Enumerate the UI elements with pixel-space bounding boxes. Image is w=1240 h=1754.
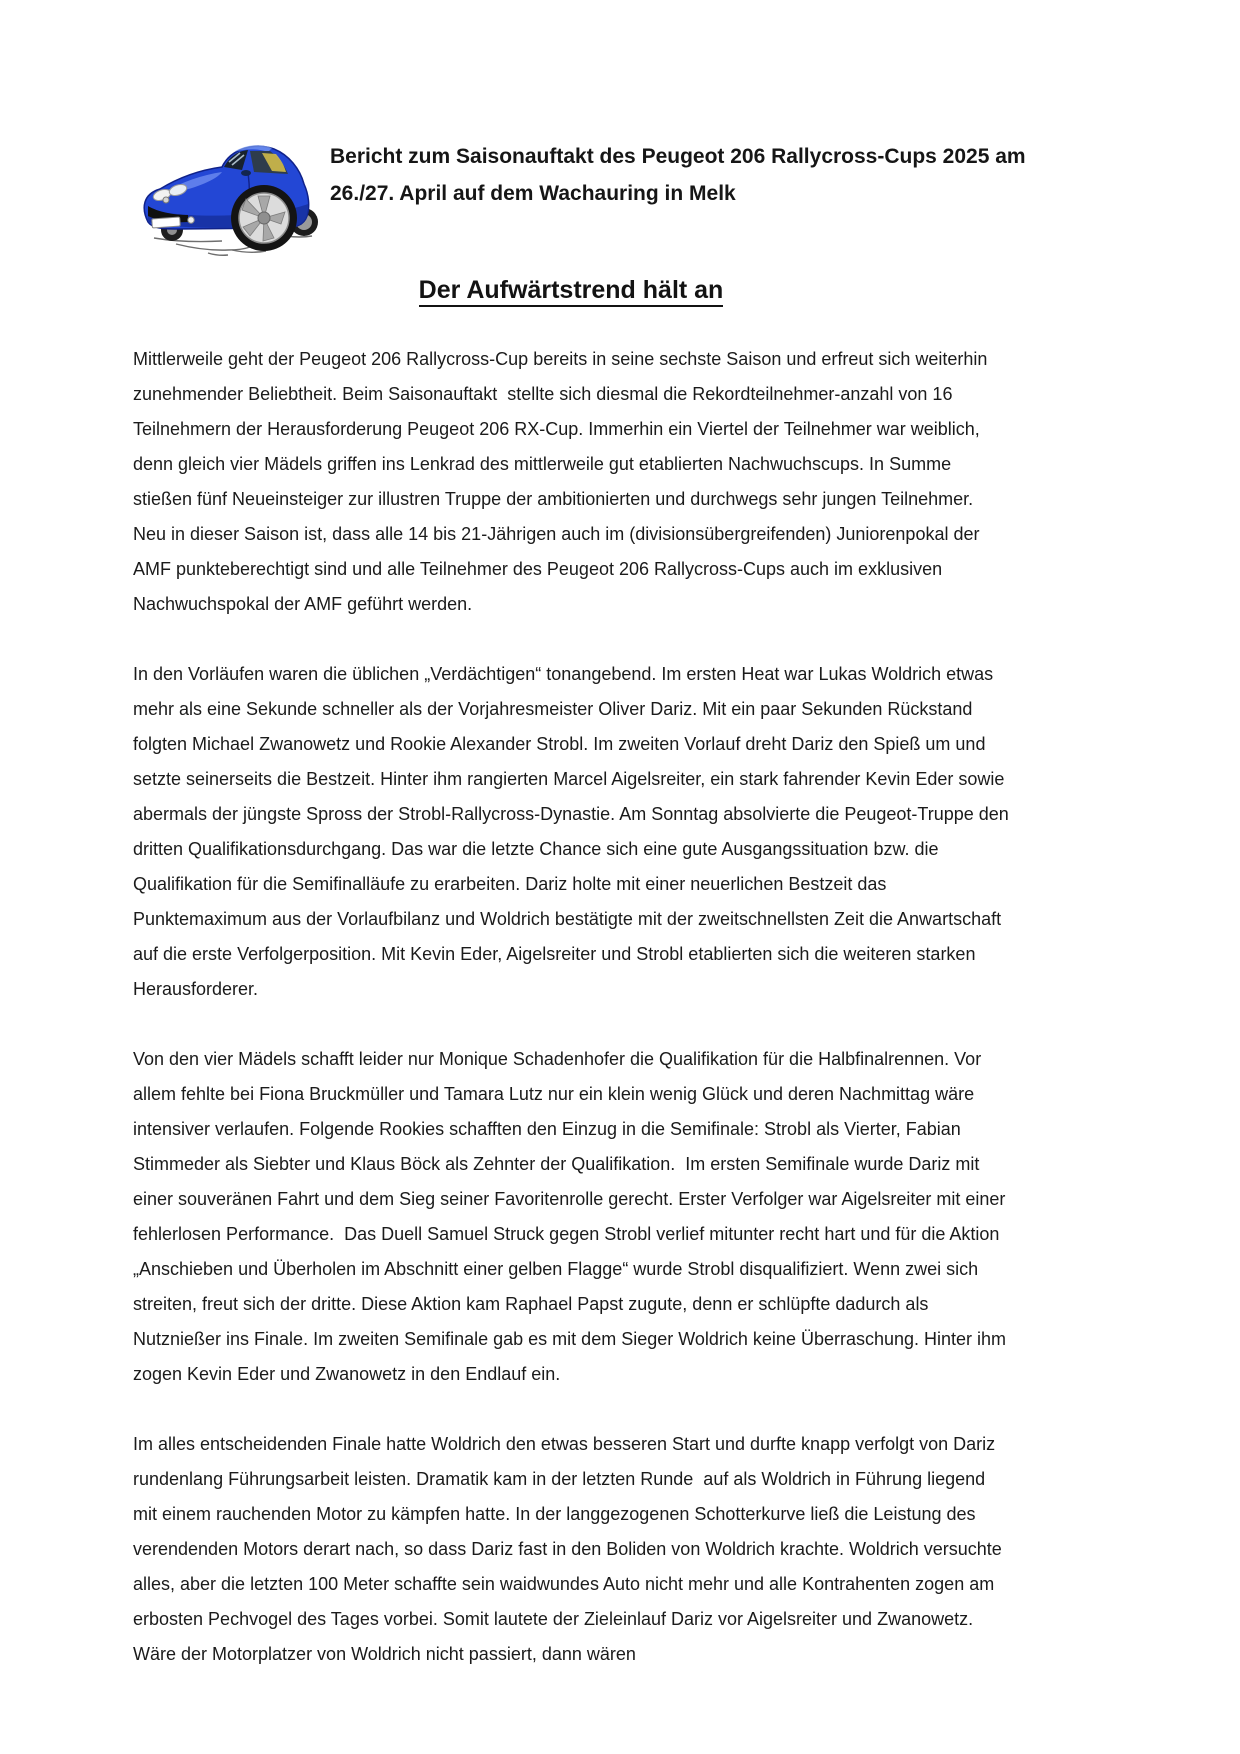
- paragraph-1: [133, 342, 1009, 622]
- mirror-icon: [241, 170, 251, 176]
- section-heading-text: Der Aufwärtstrend hält an: [419, 276, 724, 307]
- paragraph-2-block-1: In den Vorläufen waren die üblichen „Verdächtigen“ tonangebend. Im ersten Heat war Lukas Woldrich etwas mehr als eine Sekunde schneller als der Vorjahresmeister Oliver Dariz. Mit ein paar Sekunden Rückstand folgten Michael Zwanowetz und Rookie Alexander Strobl. Im zweiten Vorlauf dreht Dariz den Spieß um und setzte seinerseits die Bestzeit. Hinter ihm rangierten Marcel Aigelsreiter, ein stark fahrender Kevin Eder sowie abermals der jüngste Spross der Strobl-Rallycross-Dynastie. Am Sonntag absolvierte die Peugeot-Truppe den dritten Qualifikationsdurchgang. Das war die letzte Chance sich eine gute Ausgangssituation bzw. die Qualifikation für die Semifinalläufe zu erarbeiten. Dariz holte mit einer neuerlichen Bestzeit das Punktemaximum aus der Vorlaufbilanz und Woldrich bestätigte mit der zweitschnellsten Zeit die Anwartschaft auf die erste Verfolgerposition. Mit Kevin Eder, Aigelsreiter und Strobl etablierten sich die weiteren starken Herausforderer.: [133, 664, 1014, 999]
- paragraph-1-block-2: Neu in dieser Saison ist, dass alle 14 bis 21-Jährigen auch im (divisionsübergreifenden) Juniorenpokal der AMF punkteberechtigt sind und alle Teilnehmer des Peugeot 206 Rallycross-Cups auch im exklusiven Nachwuchspokal der AMF geführt werden.: [133, 524, 984, 614]
- paragraph-3: [133, 1042, 1012, 1392]
- section-heading: [133, 276, 1009, 305]
- license-plate-icon: [152, 217, 181, 228]
- paragraph-4-block-1: Im alles entscheidenden Finale hatte Woldrich den etwas besseren Start und durfte knapp verfolgt von Dariz rundenlang Führungsarbeit leisten. Dramatik kam in der letzten Runde auf als Woldrich in Führung liegend mit einem rauchenden Motor zu kämpfen hatte. In der langgezogenen Schotterkurve ließ die Leistung des verendenden Motors derart nach, so dass Dariz fast in den Boliden von Woldrich krachte. Woldrich versuchte alles, aber die letzten 100 Meter schaffte sein waidwundes Auto nicht mehr und alle Kontrahenten zogen am erbosten Pechvogel des Tages vorbei. Somit lautete der Zieleinlauf Dariz vor Aigelsreiter und Zwanowetz. Wäre der Motorplatzer von Woldrich nicht passiert, dann wären: [133, 1434, 1007, 1664]
- paragraph-1-block-1: Mittlerweile geht der Peugeot 206 Rallycross-Cup bereits in seine sechste Saison und erfreut sich weiterhin zunehmender Beliebtheit. Beim Saisonauftakt stellte sich diesmal die Rekordteilnehmer-anzahl von 16 Teilnehmern der Herausforderung Peugeot 206 RX-Cup. Immerhin ein Viertel der Teilnehmer war weiblich, denn gleich vier Mädels griffen ins Lenkrad des mittlerweile gut etablierten Nachwuchscups. In Summe stießen fünf Neueinsteiger zur illustren Truppe der ambitionierten und durchwegs sehr jungen Teilnehmer.: [133, 349, 993, 509]
- badge-icon: [163, 197, 169, 203]
- peugeot-206-car-image: [136, 132, 326, 257]
- article-body: [133, 342, 1014, 1672]
- document-title-line2: 26./27. April auf dem Wachauring in Melk: [330, 182, 736, 205]
- document-title-line1: Bericht zum Saisonauftakt des Peugeot 206 Rallycross-Cups 2025 am: [330, 145, 1026, 168]
- paragraph-3-block-1: Von den vier Mädels schafft leider nur Monique Schadenhofer die Qualifikation für die Halbfinalrennen. Vor allem fehlte bei Fiona Bruckmüller und Tamara Lutz nur ein klein wenig Glück und deren Nachmittag wäre intensiver verlaufen. Folgende Rookies schafften den Einzug in die Semifinale: Strobl als Vierter, Fabian Stimmeder als Siebter und Klaus Böck als Zehnter der Qualifikation. Im ersten Semifinale wurde Dariz mit einer souveränen Fahrt und dem Sieg seiner Favoritenrolle gerecht. Erster Verfolger war Aigelsreiter mit einer fehlerlosen Performance. Das Duell Samuel Struck gegen Strobl verlief mitunter recht hart und für die Aktion „Anschieben und Überholen im Abschnitt einer gelben Flagge“ wurde Strobl disqualifiziert. Wenn zwei sich streiten, freut sich der dritte. Diese Aktion kam Raphael Papst zugute, denn er schlüpfte dadurch als Nutznießer ins Finale. Im zweiten Semifinale gab es mit dem Sieger Woldrich keine Überraschung. Hinter ihm zogen Kevin Eder und Zwanowetz in den Endlauf ein.: [133, 1049, 1012, 1384]
- paragraph-4: [133, 1427, 1009, 1672]
- paragraph-2: [133, 657, 1014, 1007]
- document-title: [330, 138, 1030, 212]
- alloy-wheel-icon: [231, 185, 297, 251]
